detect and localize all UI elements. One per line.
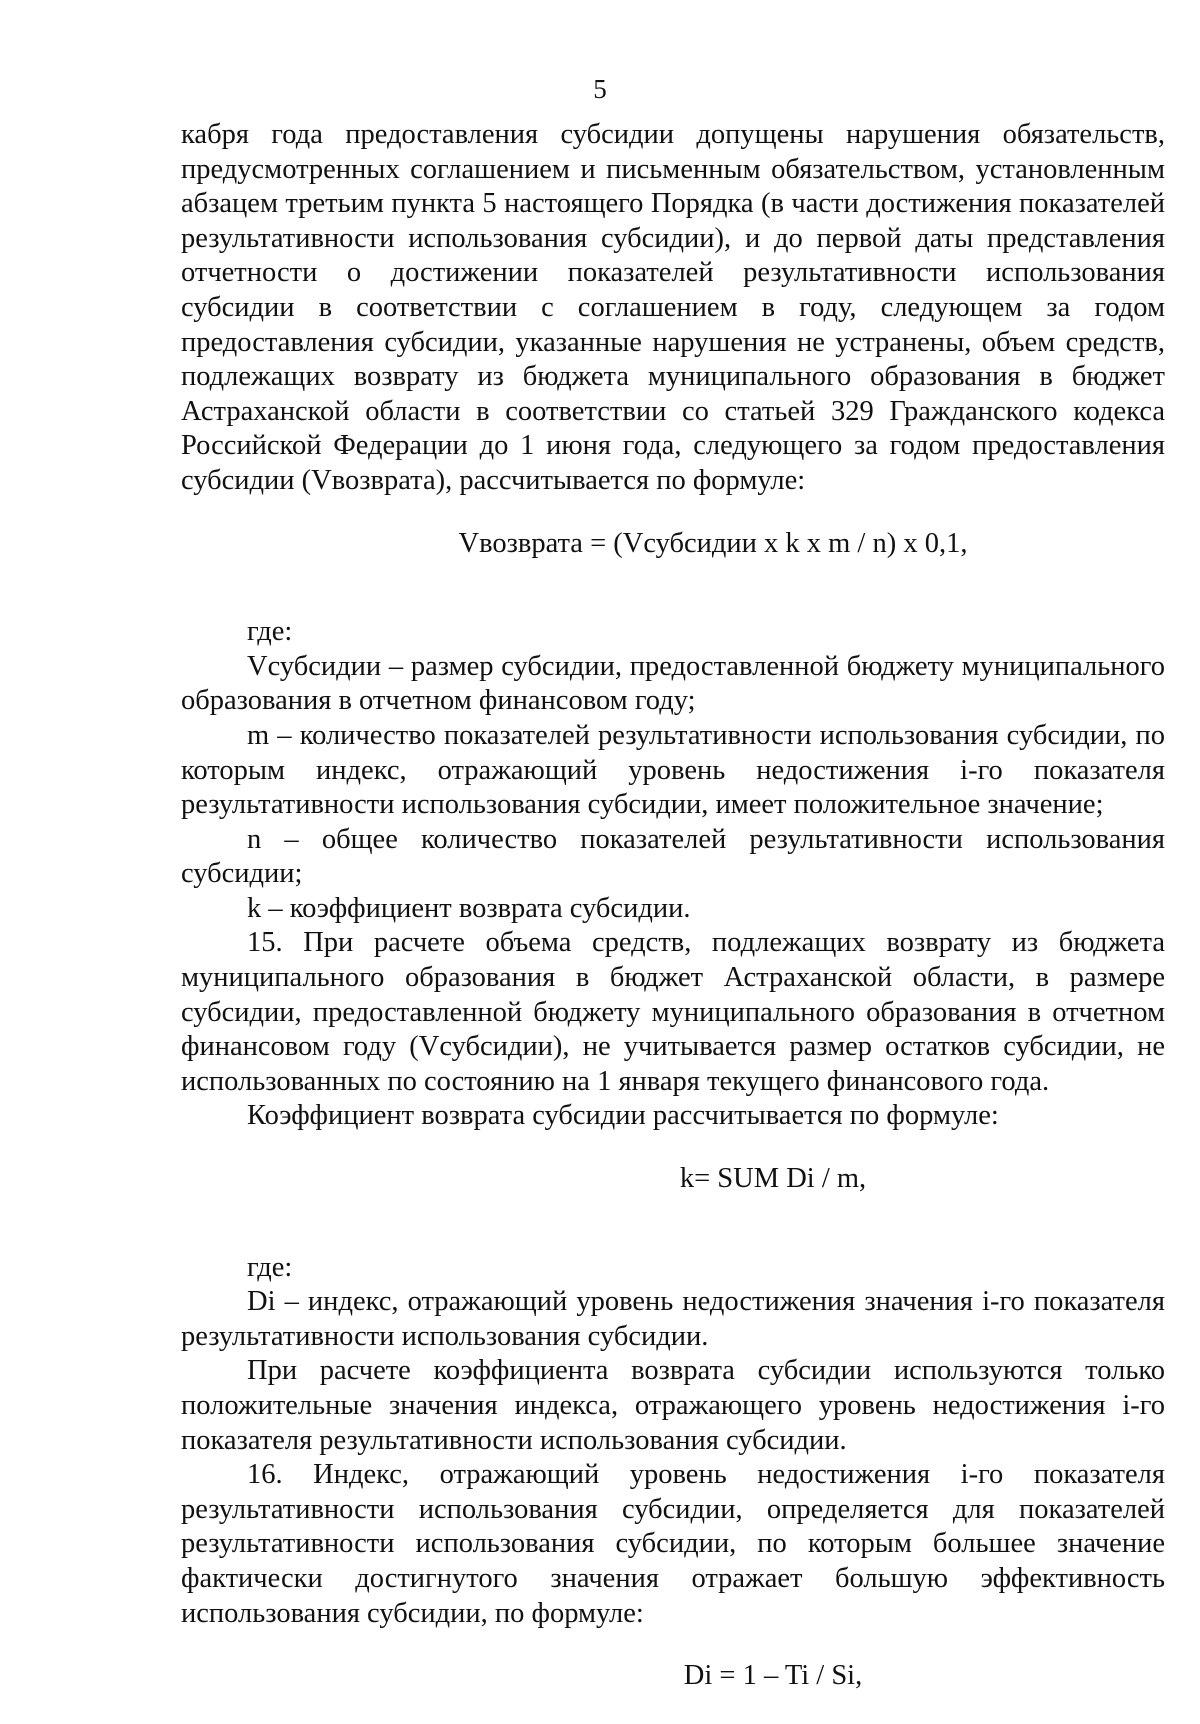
definition-v-subsidy: Vсубсидии – размер субсидии, предоставленной бюджету муниципального образования в отчетном финансовом году; <box>181 650 1165 717</box>
paragraph-15: 15. При расчете объема средств, подлежащих возврату из бюджета муниципального образования в бюджет Астраханской области, в размере субсидии, предоставленной бюджету муниципального образования в отчетном финансовом году (Vсубсидии), не учитывается размер остатков субсидии, не использованных по состоянию на 1 января текущего финансового года. <box>181 927 1165 1097</box>
formula-coefficient: k= SUM Di / m, <box>679 1163 867 1195</box>
page-number: 5 <box>593 74 607 104</box>
paragraph-16: 16. Индекс, отражающий уровень недостижения i-го показателя результативности использования субсидии, определяется для показателей результативности использования субсидии, по которым большее значение фактически достигнутого значения отражает большую эффективность использования субсидии, по формуле: <box>181 1459 1165 1629</box>
definition-n: n – общее количество показателей результативности использования субсидии; <box>181 823 1165 890</box>
document-body <box>181 118 1165 1694</box>
paragraph-positive-values: При расчете коэффициента возврата субсидии используются только положительные значения индекса, отражающего уровень недостижения i-го показателя результативности использования субсидии. <box>181 1355 1165 1456</box>
where-label: где: <box>247 616 293 648</box>
formula-index: Di = 1 – Ti / Si, <box>683 1660 863 1692</box>
formula-return-volume: Vвозврата = (Vсубсидии x k x m / n) x 0,1, <box>458 527 968 559</box>
definition-di: Di – индекс, отражающий уровень недостижения значения i-го показателя результативности использования субсидии. <box>181 1286 1165 1352</box>
definition-k: k – коэффициент возврата субсидии. <box>247 892 691 924</box>
paragraph-continuation: кабря года предоставления субсидии допущены нарушения обязательств, предусмотренных соглашением и письменным обязательством, установленным абзацем третьим пункта 5 настоящего Порядка (в части достижения показателей результативности использования субсидии), и до первой даты представления отчетности о достижении показателей результативности использования субсидии в соответствии с соглашением в году, следующем за годом предоставления субсидии, указанные нарушения не устранены, объем средств, подлежащих возврату из бюджета муниципального образования в бюджет Астраханской области в соответствии со статьей 329 Гражданского кодекса Российской Федерации до 1 июня года, следующего за годом предоставления субсидии (Vвозврата), рассчитывается по формуле: <box>181 119 1165 496</box>
definition-m: m – количество показателей результативности использования субсидии, по которым индекс, отражающий уровень недостижения i-го показателя результативности использования субсидии, имеет положительное значение; <box>181 719 1165 821</box>
where-label-2: где: <box>247 1251 293 1283</box>
paragraph-coefficient-intro: Коэффициент возврата субсидии рассчитывается по формуле: <box>247 1100 999 1132</box>
